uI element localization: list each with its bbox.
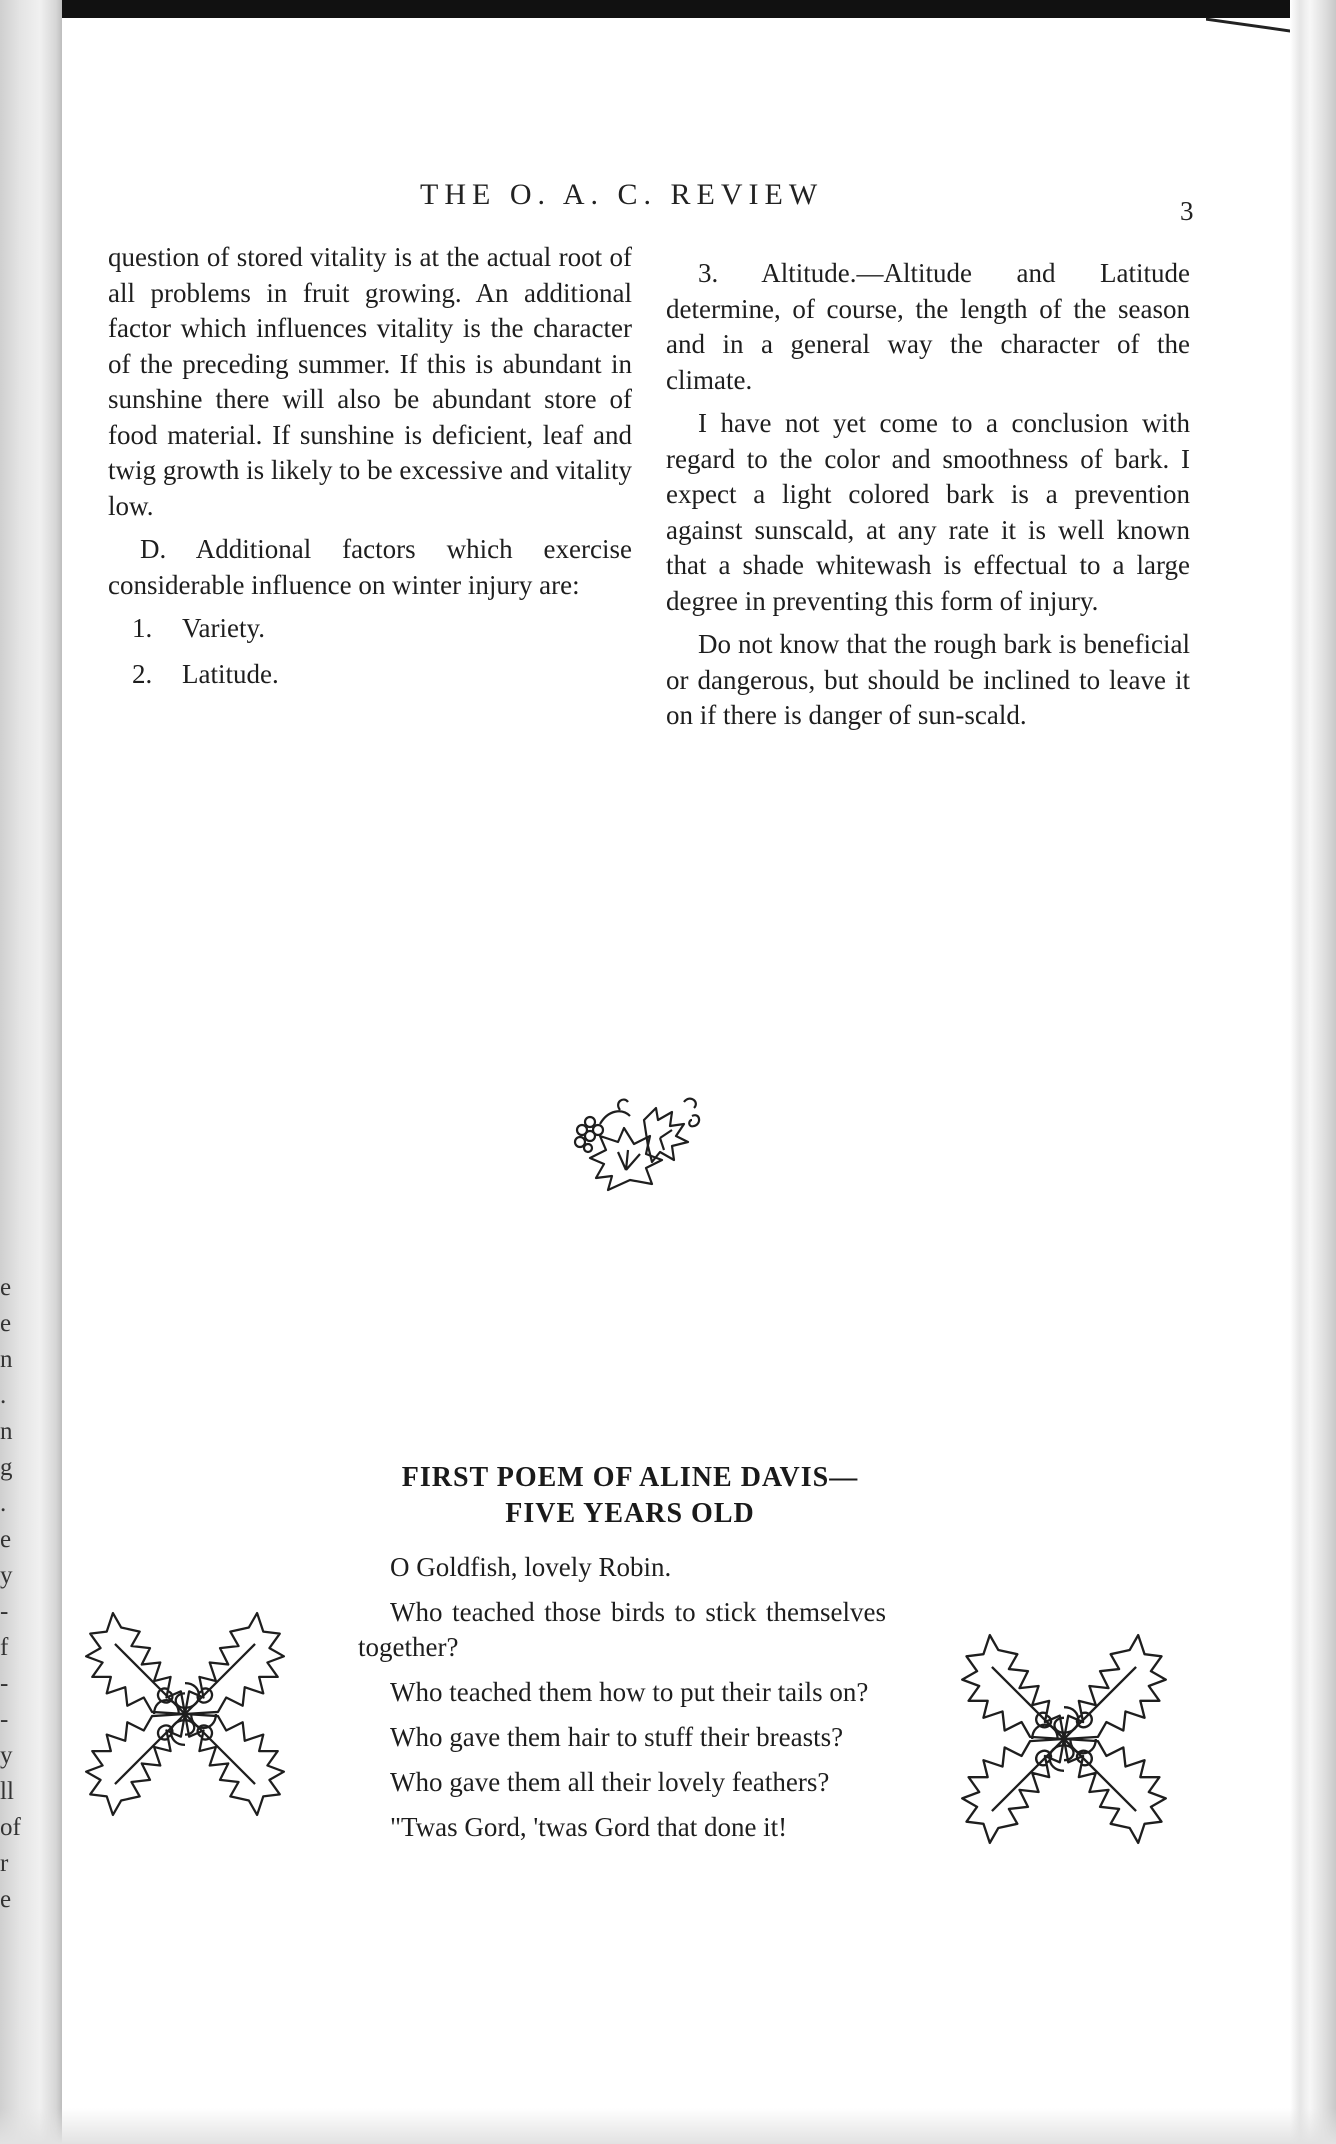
poem-body — [358, 1550, 886, 1855]
bottom-scan-edge — [0, 2108, 1336, 2144]
fragment-letter: . — [0, 1382, 7, 1409]
fragment-letter: e — [0, 1310, 12, 1337]
running-title: THE O. A. C. REVIEW — [420, 178, 824, 211]
grape-leaf-ornament-icon — [560, 1080, 710, 1200]
right-text-column — [666, 256, 1190, 742]
poem-title-line: FIRST POEM OF ALINE DAVIS— — [401, 1462, 859, 1493]
fragment-letter: g — [0, 1454, 13, 1481]
fragment-letter: n — [0, 1418, 13, 1445]
fragment-letter: r — [0, 1850, 9, 1877]
adjacent-page-fragments — [0, 1270, 21, 1918]
fragment-letter: f — [0, 1634, 9, 1661]
list-text: Variety. — [182, 613, 265, 643]
fragment-letter: e — [0, 1886, 12, 1913]
list-number: 2. — [132, 658, 153, 689]
list-item — [108, 657, 632, 693]
fragment-letter: . — [0, 1490, 7, 1517]
fragment-letter: - — [0, 1706, 9, 1733]
poem-title — [350, 1460, 910, 1532]
top-scan-edge — [0, 0, 1336, 18]
acanthus-tile-left-icon — [82, 1606, 288, 1822]
left-text-column — [108, 240, 632, 702]
poem-line: Who teached those birds to stick themselves together? — [358, 1597, 886, 1662]
fragment-letter: e — [0, 1526, 12, 1553]
fragment-letter: of — [0, 1814, 21, 1841]
poem-line: Who gave them hair to stuff their breasts? — [390, 1722, 844, 1752]
page-edge-shadow — [1290, 0, 1336, 2144]
fragment-letter: ll — [0, 1778, 14, 1805]
paragraph: 3. Altitude.—Altitude and Latitude determine, of course, the length of the season and in a general way the character of the climate. — [666, 258, 1190, 395]
page-number: 3 — [1180, 196, 1194, 226]
poem-line: Who gave them all their lovely feathers? — [390, 1767, 830, 1797]
fragment-letter: e — [0, 1274, 12, 1301]
paragraph: question of stored vitality is at the actual root of all problems in fruit growing. An additional factor which influences vitality is the character of the preceding summer. If this is abundant in sunshine there will also be abundant store of food material. If sunshine is deficient, leaf and twig growth is likely to be excessive and vitality low. — [108, 242, 632, 521]
poem-title-line: FIVE YEARS OLD — [505, 1498, 755, 1529]
list-text: Latitude. — [182, 658, 279, 689]
fragment-letter: - — [0, 1670, 9, 1697]
fragment-letter: n — [0, 1346, 13, 1373]
poem-line: O Goldfish, lovely Robin. — [390, 1552, 672, 1582]
paragraph: D. Additional factors which exercise considerable influence on winter injury are: — [108, 534, 632, 600]
poem-line: "Twas Gord, 'twas Gord that done it! — [390, 1812, 788, 1842]
acanthus-tile-right-icon — [958, 1630, 1170, 1848]
fragment-letter: y — [0, 1742, 13, 1769]
poem-line: Who teached them how to put their tails on? — [390, 1677, 869, 1707]
paragraph: I have not yet come to a conclusion with regard to the color and smoothness of bark. I expect a light colored bark is a prevention against sunscald, at any rate it is well known that a shade whitewash is effectual to a large degree in preventing this form of injury. — [666, 408, 1190, 616]
fragment-letter: y — [0, 1562, 13, 1589]
list-number: 1. — [132, 613, 153, 643]
paragraph: Do not know that the rough bark is beneficial or dangerous, but should be inclined to leave it on if there is danger of sun-scald. — [666, 629, 1190, 730]
list-item — [108, 611, 632, 647]
fragment-letter: - — [0, 1598, 9, 1625]
